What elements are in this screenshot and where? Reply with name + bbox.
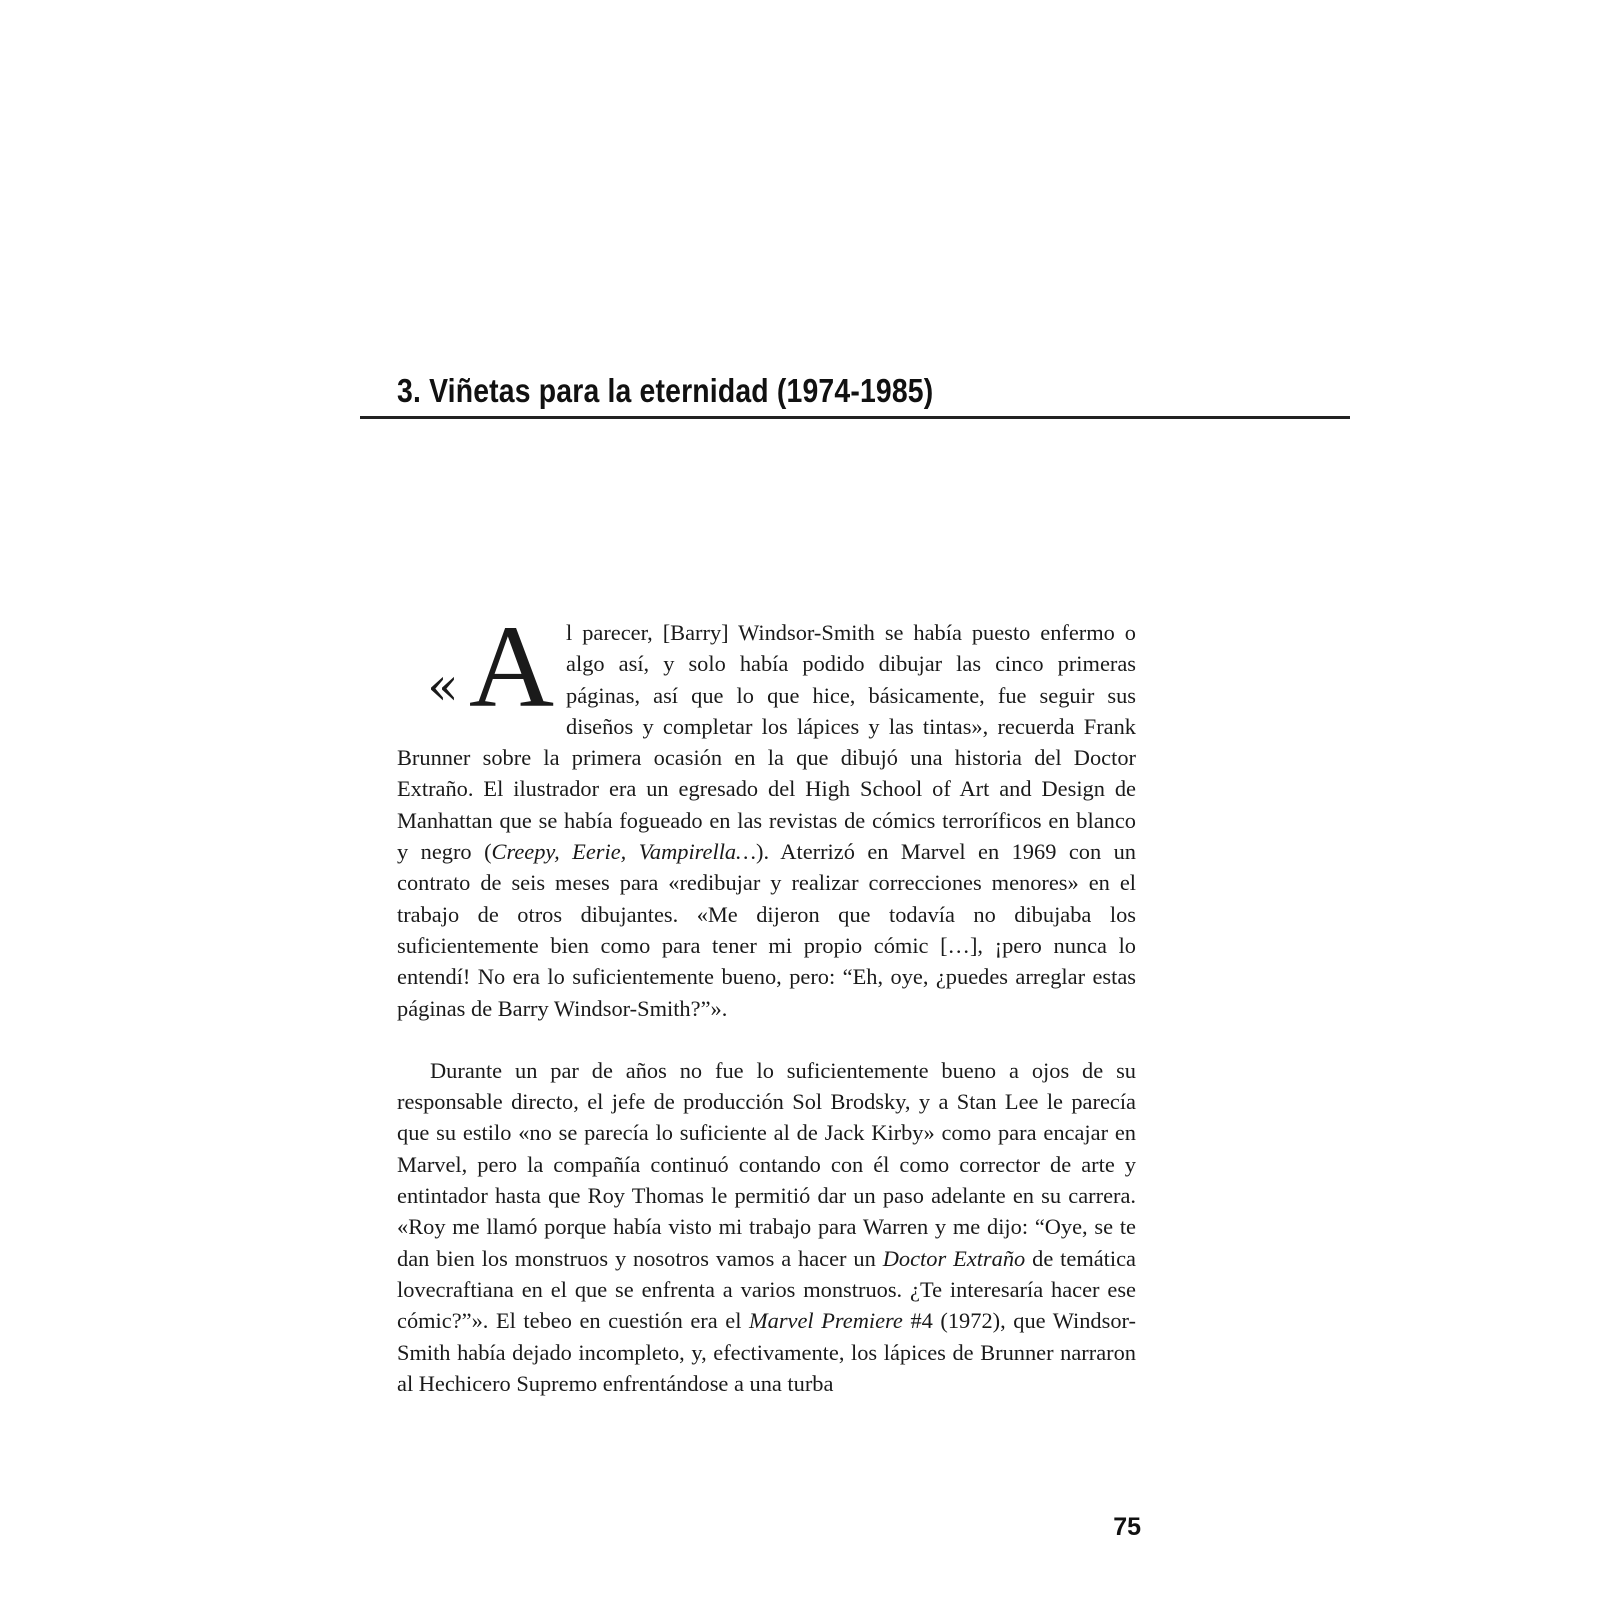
body-text <box>397 600 1137 1399</box>
paragraph-1-text-b: ). Aterrizó en Marvel en 1969 con un contrato de seis meses para «redibujar y realizar correcciones menores» en el trabajo de otros dibujantes. «Me dijeron que todavía no dibujaba los suficientemente bien como para tener mi propio cómic […], ¡pero nunca lo entendí! No era lo suficientemente bueno, pero: “Eh, oye, ¿puedes arreglar estas páginas de Barry Windsor-Smith?”». <box>397 839 1137 1021</box>
opening-guillemet: « <box>427 657 459 717</box>
drop-cap-block <box>397 600 555 732</box>
drop-cap-letter: A <box>468 600 555 732</box>
paragraph-2-italic-doctor-extrano: Doctor Extraño <box>882 1245 1026 1271</box>
page-number: 75 <box>1113 1513 1141 1541</box>
title-underline-rule <box>360 416 1350 419</box>
paragraph-2-italic-marvel-premiere: Marvel Premiere <box>749 1308 903 1334</box>
paragraph-1-text-a: l parecer, [Barry] Windsor-Smith se había puesto enfermo o algo así, y solo había podido dibujar las cinco primeras páginas, así que lo que hice, básicamente, fue seguir sus diseños y completar los lápices y las tintas», recuerda Frank Brunner sobre la primera ocasión en la que dibujó una historia del Doctor Extraño. El ilustrador era un egresado del High School of Art and Design de Manhattan que se había fogueado en las revistas de cómics terroríficos en blanco y negro ( <box>397 620 1136 865</box>
paragraph-2-text-a: Durante un par de años no fue lo suficientemente bueno a ojos de su responsable directo, el jefe de producción Sol Brodsky, y a Stan Lee le parecía que su estilo «no se parecía lo suficiente al de Jack Kirby» como para encajar en Marvel, pero la compañía continuó contando con él como corrector de arte y entintador hasta que Roy Thomas le permitió dar un paso adelante en su carrera. «Roy me llamó porque había visto mi trabajo para Warren y me dijo: “Oye, se te dan bien los monstruos y nosotros vamos a hacer un <box>397 1057 1136 1271</box>
paragraph-1-italic-titles: Creepy, Eerie, Vampirella… <box>491 839 757 865</box>
paragraph-2-text-c: #4 (1972), que Windsor-Smith había dejado incompleto, y, efectivamente, los lápices de Brunner narraron al Hechicero Supremo enfrentándose a una turba <box>397 1308 1136 1396</box>
paragraph-2 <box>397 1055 1136 1399</box>
paragraph-1 <box>397 600 1137 1024</box>
chapter-title: 3. Viñetas para la eternidad (1974-1985) <box>397 372 934 409</box>
paragraph-2-text-b: de temática lovecraftiana en el que se enfrenta a varios monstruos. ¿Te interesaría hacer ese cómic?”». El tebeo en cuestión era el <box>397 1245 1136 1334</box>
